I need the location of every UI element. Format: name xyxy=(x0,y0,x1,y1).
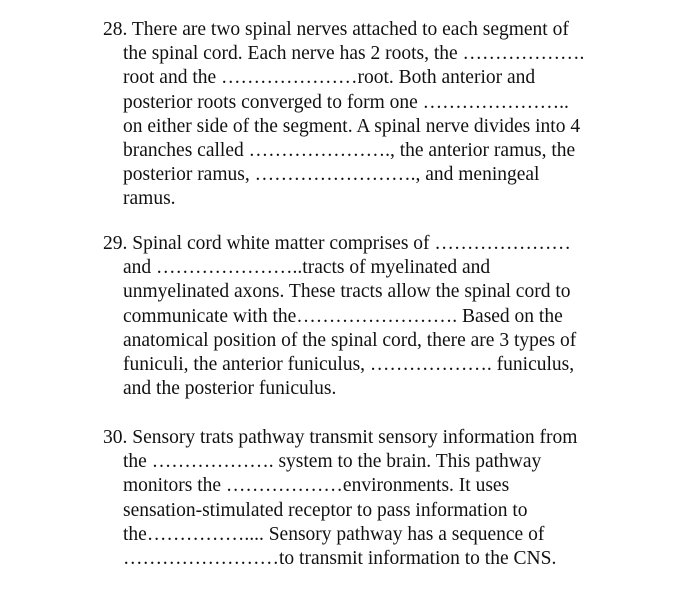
question-30-line: monitors the ………………environments. It uses xyxy=(123,475,510,497)
question-28-line: posterior roots converged to form one ………………….. xyxy=(123,91,569,113)
question-28-line: 28. There are two spinal nerves attached to each segment of xyxy=(103,19,569,40)
question-30 xyxy=(103,426,577,571)
question-30-line: the ………………. system to the brain. This pathway xyxy=(123,451,542,473)
question-29-line: anatomical position of the spinal cord, there are 3 types of xyxy=(123,329,577,351)
question-28-line: on either side of the segment. A spinal nerve divides into 4 xyxy=(123,115,581,137)
question-30-line: sensation-stimulated receptor to pass information to xyxy=(123,499,528,521)
question-29-line: and …………………..tracts of myelinated and xyxy=(123,257,491,279)
question-28-line: the spinal cord. Each nerve has 2 roots, the ………………. xyxy=(123,43,585,65)
question-29-line: unmyelinated axons. These tracts allow the spinal cord to xyxy=(123,281,571,303)
question-28-line: posterior ramus, ……………………., and meningeal xyxy=(123,164,540,186)
question-29 xyxy=(103,232,576,401)
question-28-line: root and the …………………root. Both anterior and xyxy=(123,67,536,89)
question-28 xyxy=(103,18,584,212)
question-29-line: and the posterior funiculus. xyxy=(123,378,337,400)
question-29-line: 29. Spinal cord white matter comprises of ………………… xyxy=(103,233,571,254)
question-30-line: ……………………to transmit information to the CNS. xyxy=(123,547,557,569)
question-28-line: branches called …………………., the anterior ramus, the xyxy=(123,139,576,161)
question-28-line: ramus. xyxy=(123,188,176,210)
question-29-line: communicate with the……………………. Based on the xyxy=(123,305,563,327)
question-30-line: the…………….... Sensory pathway has a sequence of xyxy=(123,523,545,545)
question-29-line: funiculi, the anterior funiculus, ………………. funiculus, xyxy=(123,353,575,375)
question-30-line: 30. Sensory trats pathway transmit sensory information from xyxy=(103,427,578,448)
